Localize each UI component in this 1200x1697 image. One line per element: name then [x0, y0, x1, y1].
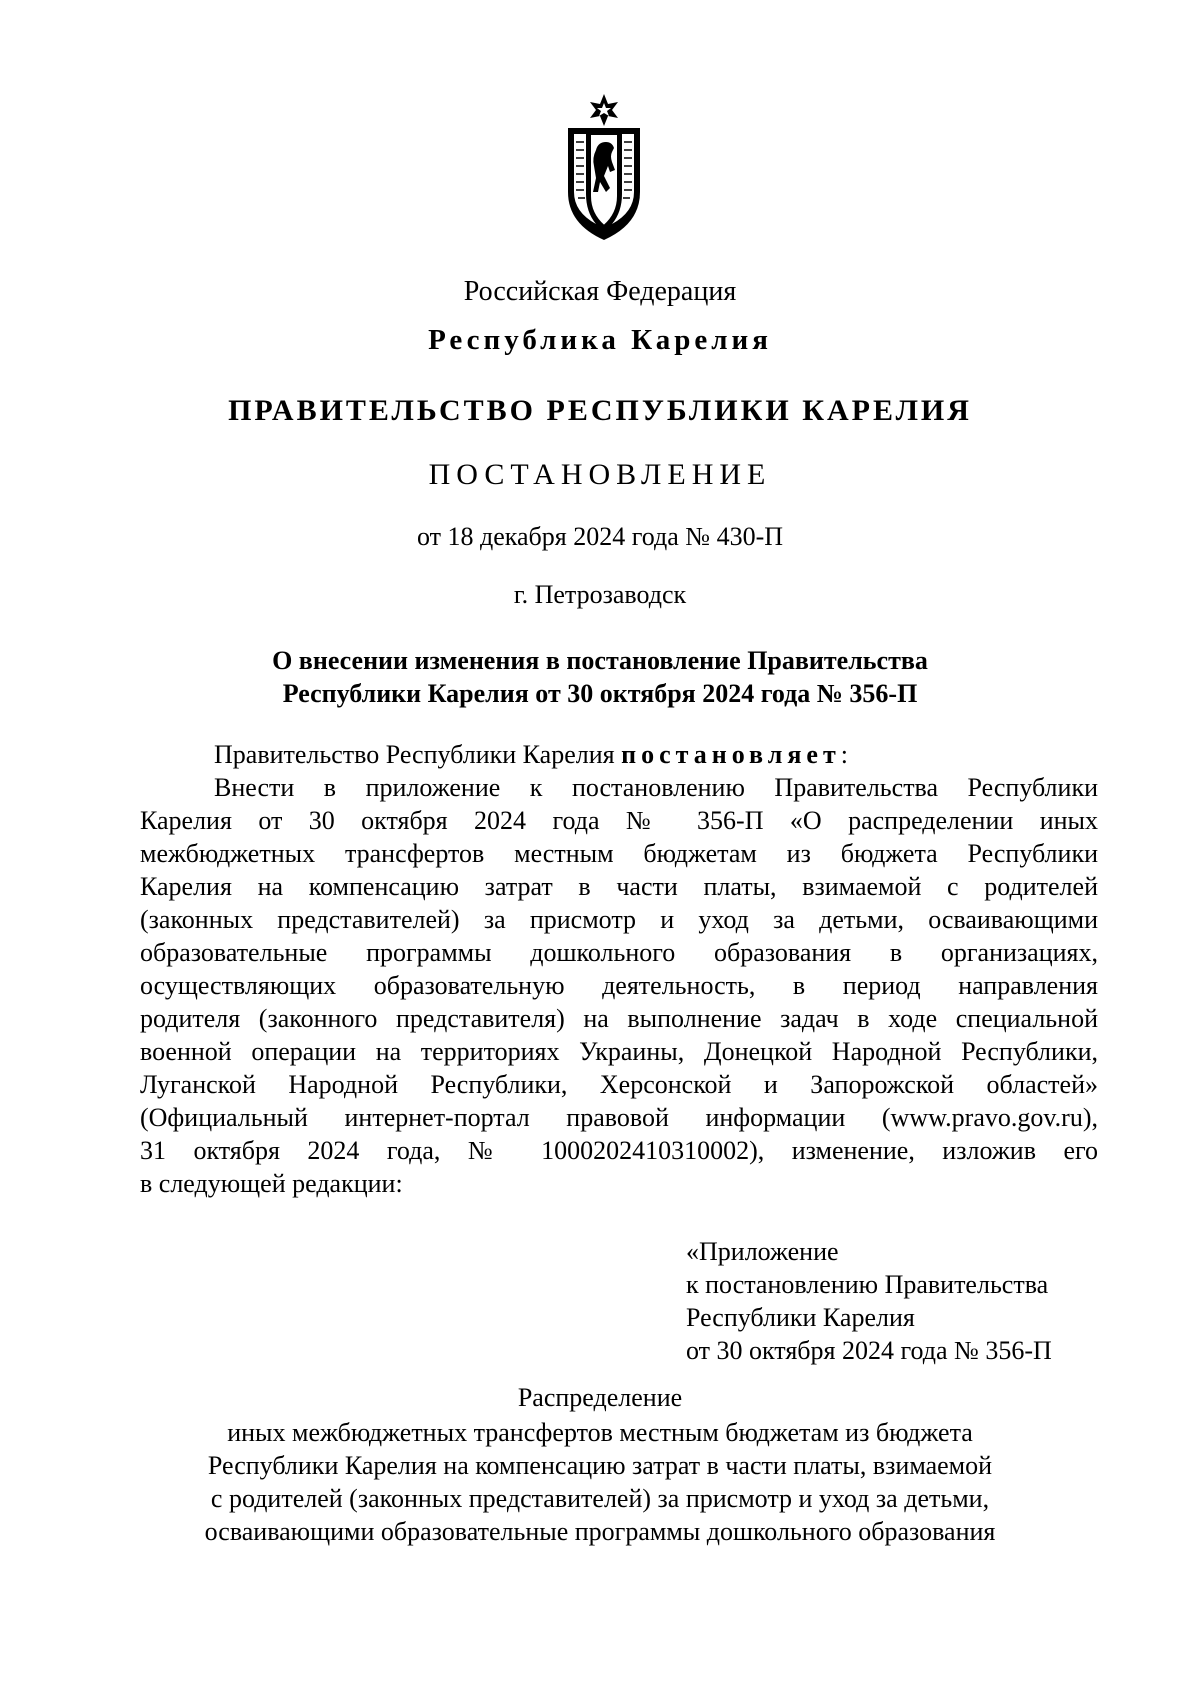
intro-verb: постановляет [621, 740, 841, 769]
paragraph-line: 31 октября 2024 года, № 1000202410310002), изменение, изложив его [140, 1136, 1098, 1165]
subject-line: О внесении изменения в постановление Правительства [272, 646, 928, 675]
appendix-line: от 30 октября 2024 года № 356-П [686, 1336, 1052, 1365]
government-title: ПРАВИТЕЛЬСТВО РЕСПУБЛИКИ КАРЕЛИЯ [228, 394, 972, 427]
appendix-line: «Приложение [686, 1237, 839, 1266]
appendix-line: к постановлению Правительства [686, 1270, 1049, 1299]
distribution-line: осваивающими образовательные программы дошкольного образования [204, 1517, 996, 1546]
document-city: г. Петрозаводск [513, 580, 687, 609]
subject-line: Республики Карелия от 30 октября 2024 года № 356-П [282, 679, 918, 708]
distribution-description [0, 1416, 1200, 1548]
intro-colon: : [840, 740, 848, 769]
paragraph-line: военной операции на территориях Украины, Донецкой Народной Республики, [140, 1037, 1098, 1066]
paragraph-line: в следующей редакции: [140, 1169, 403, 1198]
paragraph-line: (Официальный интернет-портал правовой информации (www.pravo.gov.ru), [140, 1103, 1098, 1132]
paragraph-line: родителя (законного представителя) на выполнение задач в ходе специальной [140, 1004, 1098, 1033]
document-subject [0, 644, 1200, 710]
karelia-coat-of-arms-icon [560, 92, 648, 242]
paragraph-line: Карелия от 30 октября 2024 года № 356-П «О распределении иных [140, 806, 1098, 835]
main-paragraph [140, 771, 1098, 1200]
paragraph-line: межбюджетных трансфертов местным бюджетам из бюджета Республики [140, 839, 1098, 868]
country-name: Российская Федерация [463, 276, 737, 307]
distribution-line: с родителей (законных представителей) за присмотр и уход за детьми, [210, 1484, 990, 1513]
document-date-number: от 18 декабря 2024 года № 430-П [416, 522, 784, 551]
paragraph-line: осуществляющих образовательную деятельность, в период направления [140, 971, 1098, 1000]
republic-name: Республика Карелия [428, 324, 772, 356]
paragraph-line: (законных представителей) за присмотр и уход за детьми, осваивающими [140, 905, 1098, 934]
distribution-line: Республики Карелия на компенсацию затрат в части платы, взимаемой [207, 1451, 993, 1480]
appendix-block [686, 1235, 1052, 1367]
distribution-title: Распределение [517, 1383, 683, 1412]
paragraph-line: Луганской Народной Республики, Херсонской и Запорожской областей» [140, 1070, 1098, 1099]
intro-paragraph [140, 738, 1172, 771]
intro-text: Правительство Республики Карелия [214, 740, 622, 769]
paragraph-line: Карелия на компенсацию затрат в части платы, взимаемой с родителей [140, 872, 1098, 901]
appendix-line: Республики Карелия [686, 1303, 915, 1332]
document-type: ПОСТАНОВЛЕНИЕ [428, 458, 772, 491]
paragraph-line: Внести в приложение к постановлению Правительства Республики [214, 773, 1098, 802]
paragraph-line: образовательные программы дошкольного образования в организациях, [140, 938, 1098, 967]
distribution-line: иных межбюджетных трансфертов местным бюджетам из бюджета [227, 1418, 973, 1447]
